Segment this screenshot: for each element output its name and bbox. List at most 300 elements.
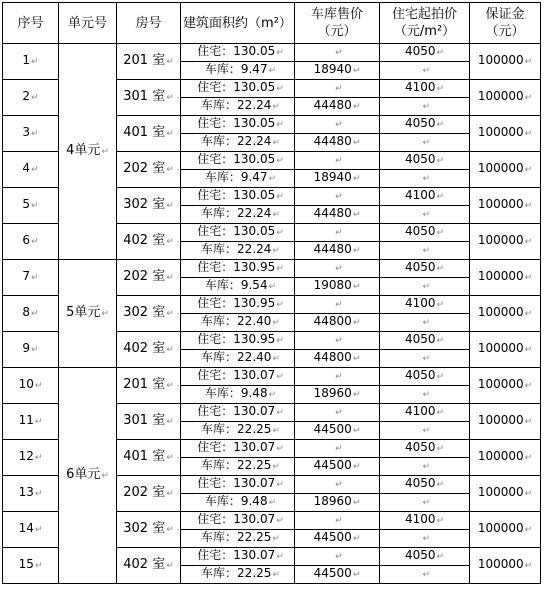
- paragraph-mark-icon: ↵: [352, 498, 361, 508]
- garage-price-cell-text: 18960: [313, 494, 352, 508]
- paragraph-mark-icon: ↵: [272, 138, 280, 148]
- paragraph-mark-icon: ↵: [335, 120, 343, 130]
- garage-area-cell-text: 车库：22.25: [201, 530, 272, 544]
- deposit-cell: [470, 332, 541, 368]
- paragraph-mark-icon: ↵: [31, 345, 39, 355]
- garage-area-cell-text: 车库：22.24: [201, 134, 272, 148]
- start-price-empty-cell: [380, 494, 470, 512]
- garage-price-cell-text: 44500: [313, 530, 352, 544]
- start-price-empty-cell: [380, 350, 470, 368]
- garage-price-cell-text: 18940: [313, 62, 352, 76]
- garage-price-cell-text: 18940: [313, 170, 352, 184]
- house-area-cell: [181, 368, 295, 386]
- paragraph-mark-icon: ↵: [436, 552, 445, 562]
- paragraph-mark-icon: ↵: [166, 345, 174, 355]
- paragraph-mark-icon: ↵: [166, 57, 174, 67]
- garage-area-cell: [181, 170, 295, 188]
- start-price-empty-cell: [380, 170, 470, 188]
- seq-cell: [3, 440, 59, 476]
- header-row: [3, 3, 541, 44]
- house-area-cell: [181, 296, 295, 314]
- seq-cell: [3, 116, 59, 152]
- paragraph-mark-icon: ↵: [166, 93, 174, 103]
- start-price-cell-text: 4100: [404, 296, 436, 310]
- room-cell: [117, 152, 181, 188]
- paragraph-mark-icon: ↵: [335, 264, 343, 274]
- paragraph-mark-icon: ↵: [352, 354, 361, 364]
- garage-price-cell: [295, 458, 380, 476]
- paragraph-mark-icon: ↵: [352, 318, 361, 328]
- garage-price-empty-cell: [295, 296, 380, 314]
- garage-price-cell-text: 44500: [313, 566, 352, 580]
- header-seq: 序号: [3, 3, 59, 44]
- paragraph-mark-icon: ↵: [436, 264, 445, 274]
- paragraph-mark-icon: ↵: [436, 84, 445, 94]
- room-cell-text: 301 室: [123, 413, 166, 428]
- garage-area-cell: [181, 458, 295, 476]
- paragraph-mark-icon: ↵: [436, 228, 445, 238]
- header-start-price: 住宅起拍价（元/m²）: [380, 3, 470, 44]
- seq-cell-text: 13: [18, 485, 34, 499]
- paragraph-mark-icon: ↵: [276, 84, 284, 94]
- paragraph-mark-icon: ↵: [335, 480, 343, 490]
- paragraph-mark-icon: ↵: [276, 336, 284, 346]
- paragraph-mark-icon: ↵: [524, 201, 533, 211]
- paragraph-mark-icon: ↵: [166, 129, 174, 139]
- garage-area-cell-text: 车库：9.48: [204, 494, 268, 508]
- paragraph-mark-icon: ↵: [31, 237, 39, 247]
- start-price-empty-cell: [380, 242, 470, 260]
- paragraph-mark-icon: ↵: [31, 93, 39, 103]
- house-area-cell: [181, 188, 295, 206]
- paragraph-mark-icon: ↵: [276, 444, 284, 454]
- garage-area-cell: [181, 206, 295, 224]
- seq-cell-text: 8: [22, 305, 31, 319]
- paragraph-mark-icon: ↵: [335, 84, 343, 94]
- paragraph-mark-icon: ↵: [268, 390, 277, 400]
- house-area-cell-text: 住宅：130.05: [197, 224, 276, 238]
- start-price-cell-text: 4100: [404, 512, 436, 526]
- paragraph-mark-icon: ↵: [436, 156, 445, 166]
- paragraph-mark-icon: ↵: [276, 120, 284, 130]
- deposit-cell: [470, 476, 541, 512]
- house-area-cell: [181, 548, 295, 566]
- paragraph-mark-icon: ↵: [422, 354, 431, 364]
- paragraph-mark-icon: ↵: [422, 390, 431, 400]
- start-price-cell: [380, 44, 470, 62]
- deposit-cell: [470, 152, 541, 188]
- deposit-cell-text: 100000: [477, 485, 524, 499]
- seq-cell: [3, 152, 59, 188]
- paragraph-mark-icon: ↵: [436, 336, 445, 346]
- seq-cell: [3, 332, 59, 368]
- paragraph-mark-icon: ↵: [166, 453, 174, 463]
- deposit-cell: [470, 224, 541, 260]
- seq-cell-text: 5: [22, 197, 31, 211]
- deposit-cell-text: 100000: [477, 557, 524, 571]
- deposit-cell-text: 100000: [477, 161, 524, 175]
- paragraph-mark-icon: ↵: [335, 300, 343, 310]
- paragraph-mark-icon: ↵: [272, 210, 280, 220]
- paragraph-mark-icon: ↵: [524, 561, 533, 571]
- paragraph-mark-icon: ↵: [524, 381, 533, 391]
- deposit-cell-text: 100000: [477, 269, 524, 283]
- seq-cell-text: 14: [18, 521, 34, 535]
- start-price-cell: [380, 440, 470, 458]
- paragraph-mark-icon: ↵: [524, 57, 533, 67]
- table-body: [3, 44, 541, 584]
- paragraph-mark-icon: ↵: [352, 426, 361, 436]
- paragraph-mark-icon: ↵: [524, 453, 533, 463]
- garage-price-cell: [295, 62, 380, 80]
- garage-price-empty-cell: [295, 260, 380, 278]
- paragraph-mark-icon: ↵: [31, 309, 39, 319]
- paragraph-mark-icon: ↵: [524, 489, 533, 499]
- garage-area-cell: [181, 494, 295, 512]
- paragraph-mark-icon: ↵: [276, 48, 284, 58]
- start-price-cell-text: 4050: [404, 548, 436, 562]
- garage-price-empty-cell: [295, 512, 380, 530]
- paragraph-mark-icon: ↵: [422, 282, 431, 292]
- paragraph-mark-icon: ↵: [34, 417, 43, 427]
- house-area-cell: [181, 260, 295, 278]
- deposit-cell-text: 100000: [477, 449, 524, 463]
- room-cell-text: 202 室: [123, 269, 166, 284]
- paragraph-mark-icon: ↵: [352, 282, 361, 292]
- paragraph-mark-icon: ↵: [335, 336, 343, 346]
- garage-price-cell: [295, 350, 380, 368]
- deposit-cell: [470, 188, 541, 224]
- seq-cell: [3, 548, 59, 584]
- paragraph-mark-icon: ↵: [276, 552, 284, 562]
- garage-price-cell-text: 44800: [313, 350, 352, 364]
- paragraph-mark-icon: ↵: [524, 525, 533, 535]
- room-cell-text: 201 室: [123, 53, 166, 68]
- start-price-cell-text: 4100: [404, 188, 436, 202]
- paragraph-mark-icon: ↵: [352, 570, 361, 580]
- paragraph-mark-icon: ↵: [268, 66, 277, 76]
- paragraph-mark-icon: ↵: [335, 516, 343, 526]
- start-price-empty-cell: [380, 62, 470, 80]
- room-cell-text: 401 室: [123, 449, 166, 464]
- paragraph-mark-icon: ↵: [436, 372, 445, 382]
- paragraph-mark-icon: ↵: [436, 120, 445, 130]
- deposit-cell: [470, 368, 541, 404]
- seq-cell: [3, 44, 59, 80]
- room-cell: [117, 224, 181, 260]
- house-area-cell-text: 住宅：130.95: [197, 332, 276, 346]
- garage-price-empty-cell: [295, 188, 380, 206]
- garage-area-cell: [181, 350, 295, 368]
- house-area-cell-text: 住宅：130.07: [197, 512, 276, 526]
- garage-price-cell: [295, 494, 380, 512]
- room-cell: [117, 368, 181, 404]
- seq-cell: [3, 368, 59, 404]
- header-garage-price: 车库售价（元）: [295, 3, 380, 44]
- seq-cell-text: 6: [22, 233, 31, 247]
- paragraph-mark-icon: ↵: [352, 210, 361, 220]
- deposit-cell: [470, 440, 541, 476]
- unit-cell: [59, 260, 117, 368]
- paragraph-mark-icon: ↵: [524, 165, 533, 175]
- garage-price-cell-text: 44480: [313, 206, 352, 220]
- deposit-cell-text: 100000: [477, 89, 524, 103]
- garage-area-cell-text: 车库：9.54: [204, 278, 268, 292]
- start-price-cell-text: 4050: [404, 224, 436, 238]
- paragraph-mark-icon: ↵: [268, 174, 277, 184]
- room-cell-text: 302 室: [123, 197, 166, 212]
- room-cell: [117, 296, 181, 332]
- start-price-empty-cell: [380, 314, 470, 332]
- garage-price-cell: [295, 98, 380, 116]
- garage-price-cell: [295, 566, 380, 584]
- paragraph-mark-icon: ↵: [276, 408, 284, 418]
- paragraph-mark-icon: ↵: [166, 309, 174, 319]
- start-price-cell-text: 4050: [404, 368, 436, 382]
- room-cell: [117, 440, 181, 476]
- paragraph-mark-icon: ↵: [524, 417, 533, 427]
- paragraph-mark-icon: ↵: [352, 66, 361, 76]
- seq-cell: [3, 404, 59, 440]
- header-area: 建筑面积约（m²）: [181, 3, 295, 44]
- start-price-cell-text: 4050: [404, 116, 436, 130]
- header-room: 房号: [117, 3, 181, 44]
- start-price-cell: [380, 188, 470, 206]
- paragraph-mark-icon: ↵: [268, 282, 277, 292]
- paragraph-mark-icon: ↵: [34, 525, 43, 535]
- house-area-cell: [181, 440, 295, 458]
- seq-cell-text: 7: [22, 269, 31, 283]
- house-area-cell-text: 住宅：130.07: [197, 476, 276, 490]
- paragraph-mark-icon: ↵: [422, 498, 431, 508]
- room-cell-text: 402 室: [123, 557, 166, 572]
- room-cell: [117, 44, 181, 80]
- paragraph-mark-icon: ↵: [524, 93, 533, 103]
- garage-price-empty-cell: [295, 332, 380, 350]
- garage-area-cell: [181, 134, 295, 152]
- unit-cell-text: 4单元: [66, 143, 101, 158]
- paragraph-mark-icon: ↵: [524, 345, 533, 355]
- start-price-cell: [380, 512, 470, 530]
- deposit-cell: [470, 80, 541, 116]
- house-area-cell-text: 住宅：130.95: [197, 260, 276, 274]
- deposit-cell-text: 100000: [477, 305, 524, 319]
- house-area-cell: [181, 116, 295, 134]
- start-price-cell: [380, 80, 470, 98]
- start-price-cell: [380, 152, 470, 170]
- paragraph-mark-icon: ↵: [272, 318, 280, 328]
- start-price-cell: [380, 404, 470, 422]
- paragraph-mark-icon: ↵: [436, 516, 445, 526]
- paragraph-mark-icon: ↵: [352, 390, 361, 400]
- paragraph-mark-icon: ↵: [436, 48, 445, 58]
- garage-price-cell-text: 19080: [313, 278, 352, 292]
- paragraph-mark-icon: ↵: [31, 165, 39, 175]
- start-price-empty-cell: [380, 206, 470, 224]
- paragraph-mark-icon: ↵: [422, 66, 431, 76]
- house-area-cell-text: 住宅：130.95: [197, 296, 276, 310]
- paragraph-mark-icon: ↵: [101, 471, 109, 481]
- seq-cell-text: 12: [18, 449, 34, 463]
- garage-area-cell-text: 车库：22.25: [201, 566, 272, 580]
- paragraph-mark-icon: ↵: [166, 237, 174, 247]
- paragraph-mark-icon: ↵: [422, 462, 431, 472]
- house-area-cell-text: 住宅：130.07: [197, 404, 276, 418]
- paragraph-mark-icon: ↵: [524, 273, 533, 283]
- room-cell-text: 302 室: [123, 305, 166, 320]
- room-cell-text: 402 室: [123, 341, 166, 356]
- start-price-cell-text: 4050: [404, 260, 436, 274]
- paragraph-mark-icon: ↵: [335, 192, 343, 202]
- paragraph-mark-icon: ↵: [166, 525, 174, 535]
- room-cell-text: 202 室: [123, 161, 166, 176]
- garage-price-cell-text: 18960: [313, 386, 352, 400]
- paragraph-mark-icon: ↵: [436, 300, 445, 310]
- paragraph-mark-icon: ↵: [268, 498, 277, 508]
- house-area-cell: [181, 332, 295, 350]
- garage-area-cell-text: 车库：9.47: [204, 170, 268, 184]
- unit-cell-text: 6单元: [66, 467, 101, 482]
- deposit-cell-text: 100000: [477, 341, 524, 355]
- paragraph-mark-icon: ↵: [436, 192, 445, 202]
- house-area-cell: [181, 512, 295, 530]
- house-area-cell-text: 住宅：130.05: [197, 116, 276, 130]
- garage-area-cell-text: 车库：22.24: [201, 242, 272, 256]
- garage-price-empty-cell: [295, 548, 380, 566]
- start-price-empty-cell: [380, 422, 470, 440]
- paragraph-mark-icon: ↵: [352, 174, 361, 184]
- paragraph-mark-icon: ↵: [31, 273, 39, 283]
- paragraph-mark-icon: ↵: [166, 417, 174, 427]
- garage-area-cell: [181, 278, 295, 296]
- paragraph-mark-icon: ↵: [166, 165, 174, 175]
- start-price-cell-text: 4050: [404, 332, 436, 346]
- garage-price-empty-cell: [295, 116, 380, 134]
- room-cell: [117, 332, 181, 368]
- house-area-cell-text: 住宅：130.05: [197, 152, 276, 166]
- room-cell-text: 302 室: [123, 521, 166, 536]
- paragraph-mark-icon: ↵: [422, 102, 431, 112]
- garage-area-cell: [181, 566, 295, 584]
- garage-price-cell: [295, 422, 380, 440]
- paragraph-mark-icon: ↵: [34, 453, 43, 463]
- paragraph-mark-icon: ↵: [166, 381, 174, 391]
- start-price-cell-text: 4100: [404, 404, 436, 418]
- start-price-empty-cell: [380, 134, 470, 152]
- garage-price-cell-text: 44500: [313, 458, 352, 472]
- room-cell-text: 401 室: [123, 125, 166, 140]
- garage-area-cell-text: 车库：22.24: [201, 206, 272, 220]
- paragraph-mark-icon: ↵: [335, 48, 343, 58]
- garage-price-cell-text: 44480: [313, 134, 352, 148]
- start-price-empty-cell: [380, 530, 470, 548]
- house-area-cell-text: 住宅：130.05: [197, 44, 276, 58]
- paragraph-mark-icon: ↵: [34, 561, 43, 571]
- deposit-cell: [470, 260, 541, 296]
- start-price-empty-cell: [380, 98, 470, 116]
- start-price-cell-text: 4050: [404, 44, 436, 58]
- paragraph-mark-icon: ↵: [335, 552, 343, 562]
- paragraph-mark-icon: ↵: [34, 381, 43, 391]
- start-price-cell: [380, 332, 470, 350]
- garage-price-empty-cell: [295, 404, 380, 422]
- paragraph-mark-icon: ↵: [272, 570, 280, 580]
- room-cell: [117, 80, 181, 116]
- room-cell-text: 402 室: [123, 233, 166, 248]
- deposit-cell: [470, 404, 541, 440]
- house-area-cell-text: 住宅：130.07: [197, 440, 276, 454]
- garage-price-empty-cell: [295, 440, 380, 458]
- house-area-cell: [181, 404, 295, 422]
- start-price-cell: [380, 260, 470, 278]
- header-deposit: 保证金（元）: [470, 3, 541, 44]
- house-area-cell-text: 住宅：130.05: [197, 80, 276, 94]
- deposit-cell: [470, 512, 541, 548]
- paragraph-mark-icon: ↵: [31, 201, 39, 211]
- garage-price-cell-text: 44480: [313, 98, 352, 112]
- paragraph-mark-icon: ↵: [436, 444, 445, 454]
- garage-area-cell-text: 车库：22.25: [201, 422, 272, 436]
- start-price-cell: [380, 116, 470, 134]
- paragraph-mark-icon: ↵: [272, 426, 280, 436]
- start-price-empty-cell: [380, 458, 470, 476]
- paragraph-mark-icon: ↵: [276, 480, 284, 490]
- seq-cell: [3, 260, 59, 296]
- seq-cell: [3, 188, 59, 224]
- garage-area-cell: [181, 314, 295, 332]
- garage-area-cell-text: 车库：9.48: [204, 386, 268, 400]
- room-cell-text: 301 室: [123, 89, 166, 104]
- deposit-cell-text: 100000: [477, 377, 524, 391]
- room-cell-text: 202 室: [123, 485, 166, 500]
- garage-area-cell: [181, 98, 295, 116]
- garage-price-cell: [295, 278, 380, 296]
- paragraph-mark-icon: ↵: [276, 516, 284, 526]
- paragraph-mark-icon: ↵: [436, 408, 445, 418]
- garage-price-cell: [295, 134, 380, 152]
- garage-area-cell-text: 车库：22.25: [201, 458, 272, 472]
- garage-price-cell-text: 44500: [313, 422, 352, 436]
- house-area-cell: [181, 152, 295, 170]
- paragraph-mark-icon: ↵: [422, 210, 431, 220]
- seq-cell-text: 15: [18, 557, 34, 571]
- paragraph-mark-icon: ↵: [276, 264, 284, 274]
- garage-area-cell-text: 车库：22.40: [201, 350, 272, 364]
- paragraph-mark-icon: ↵: [272, 246, 280, 256]
- garage-area-cell: [181, 62, 295, 80]
- table-row: [3, 44, 541, 62]
- paragraph-mark-icon: ↵: [352, 534, 361, 544]
- paragraph-mark-icon: ↵: [422, 318, 431, 328]
- paragraph-mark-icon: ↵: [276, 372, 284, 382]
- paragraph-mark-icon: ↵: [422, 138, 431, 148]
- paragraph-mark-icon: ↵: [422, 246, 431, 256]
- deposit-cell-text: 100000: [477, 125, 524, 139]
- deposit-cell-text: 100000: [477, 197, 524, 211]
- deposit-cell: [470, 116, 541, 152]
- paragraph-mark-icon: ↵: [166, 201, 174, 211]
- deposit-cell-text: 100000: [477, 521, 524, 535]
- start-price-cell-text: 4050: [404, 440, 436, 454]
- garage-price-cell: [295, 530, 380, 548]
- garage-price-empty-cell: [295, 152, 380, 170]
- paragraph-mark-icon: ↵: [335, 444, 343, 454]
- unit-cell: [59, 368, 117, 584]
- garage-price-cell: [295, 314, 380, 332]
- garage-price-cell-text: 44480: [313, 242, 352, 256]
- house-area-cell-text: 住宅：130.05: [197, 188, 276, 202]
- paragraph-mark-icon: ↵: [436, 480, 445, 490]
